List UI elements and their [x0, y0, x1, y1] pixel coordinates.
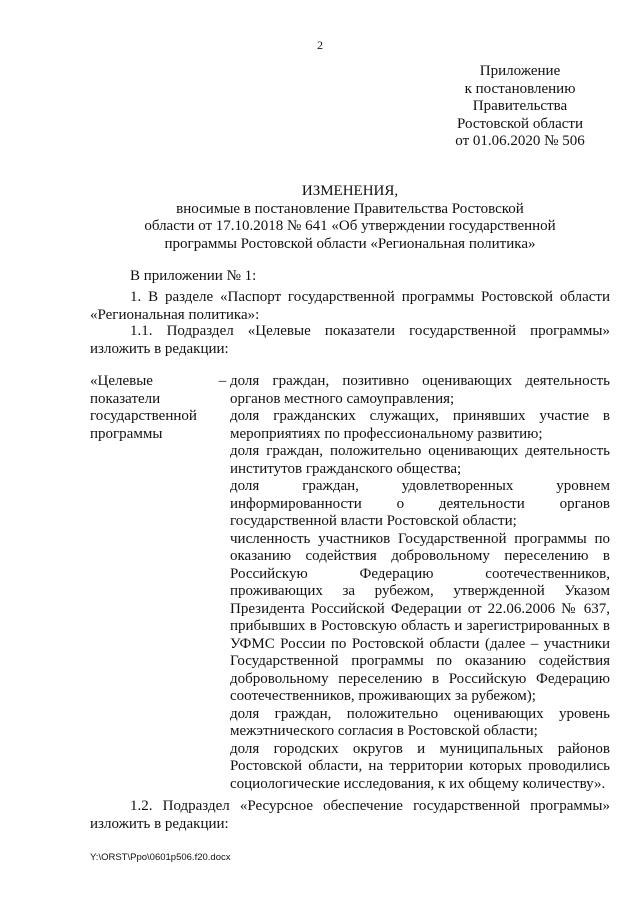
indicator-item: численность участников Государственной программы по оказанию содействия добровольному переселению в Российскую Федерацию соотечественников, проживающих за рубежом, утвержденной Указом Президента Российской Федерации от 22.06.2006 № 637, прибывших в Ростовскую область и зарегистрированных в УФМС России по Ростовской области (далее – участники Государственной программы по оказанию содействия добровольному переселению в Российскую Федерацию соотечественников, проживающих за рубежом); [230, 530, 610, 704]
label-line: программы [90, 425, 163, 442]
label-line: «Целевые [90, 373, 153, 389]
section-1-1-line: изложить в редакции: [90, 340, 229, 357]
section-1-2-line: изложить в редакции: [90, 815, 229, 832]
appendix-line: Ростовской области [457, 115, 583, 132]
section-1-2 [90, 798, 610, 833]
title-line: программы Ростовской области «Региональная политика» [164, 235, 536, 252]
indicator-item: доля городских округов и муниципальных районов Ростовской области, на территории которых проводились социологические исследования, к их общему количеству». [230, 740, 610, 792]
title-line: области от 17.10.2018 № 641 «Об утверждении государственной [144, 218, 556, 234]
appendix-line: к постановлению [464, 80, 576, 97]
indicator-item: доля граждан, удовлетворенных уровнем информированности о деятельности органов государственной власти Ростовской области; [230, 478, 610, 529]
document-title [90, 183, 610, 253]
intro-text: В приложении № 1: [130, 268, 257, 284]
file-path-footer: Y:\ORST\Ppo\0601p506.f20.docx [90, 852, 231, 863]
section-1-1 [90, 323, 610, 358]
title-heading: ИЗМЕНЕНИЯ, [301, 183, 399, 199]
label-line: показатели [90, 390, 161, 407]
indicator-item: доля граждан, положительно оценивающих деятельность институтов гражданского общества; [230, 443, 610, 477]
appendix-line: Приложение [479, 63, 561, 79]
title-line: вносимые в постановление Правительства Ростовской [176, 200, 524, 217]
appendix-header [420, 63, 620, 151]
section-1-2-line: 1.2. Подраздел «Ресурсное обеспечение государственной программы» [130, 798, 610, 814]
appendix-line: Правительства [472, 98, 568, 114]
page-number: 2 [317, 38, 323, 52]
label-line: государственной [90, 408, 197, 424]
indicator-list [230, 373, 610, 793]
indicator-item: доля граждан, позитивно оценивающих деятельность органов местного самоуправления; [230, 373, 610, 407]
section-1-1-line: 1.1. Подраздел «Целевые показатели государственной программы» [130, 323, 610, 339]
indicator-label [90, 373, 215, 793]
section-1-line: «Региональная политика»: [90, 306, 260, 323]
section-1 [90, 289, 610, 324]
appendix-line: от 01.06.2020 № 506 [455, 133, 585, 149]
indicator-item: доля граждан, положительно оценивающих уровень межэтнического согласия в Ростовской области; [230, 705, 610, 739]
section-1-line: 1. В разделе «Паспорт государственной программы Ростовской области [130, 289, 610, 305]
indicator-item: доля гражданских служащих, принявших участие в мероприятиях по профессиональному развитию; [230, 408, 610, 442]
indicators-table [90, 373, 610, 793]
dash-separator: – [218, 373, 227, 389]
